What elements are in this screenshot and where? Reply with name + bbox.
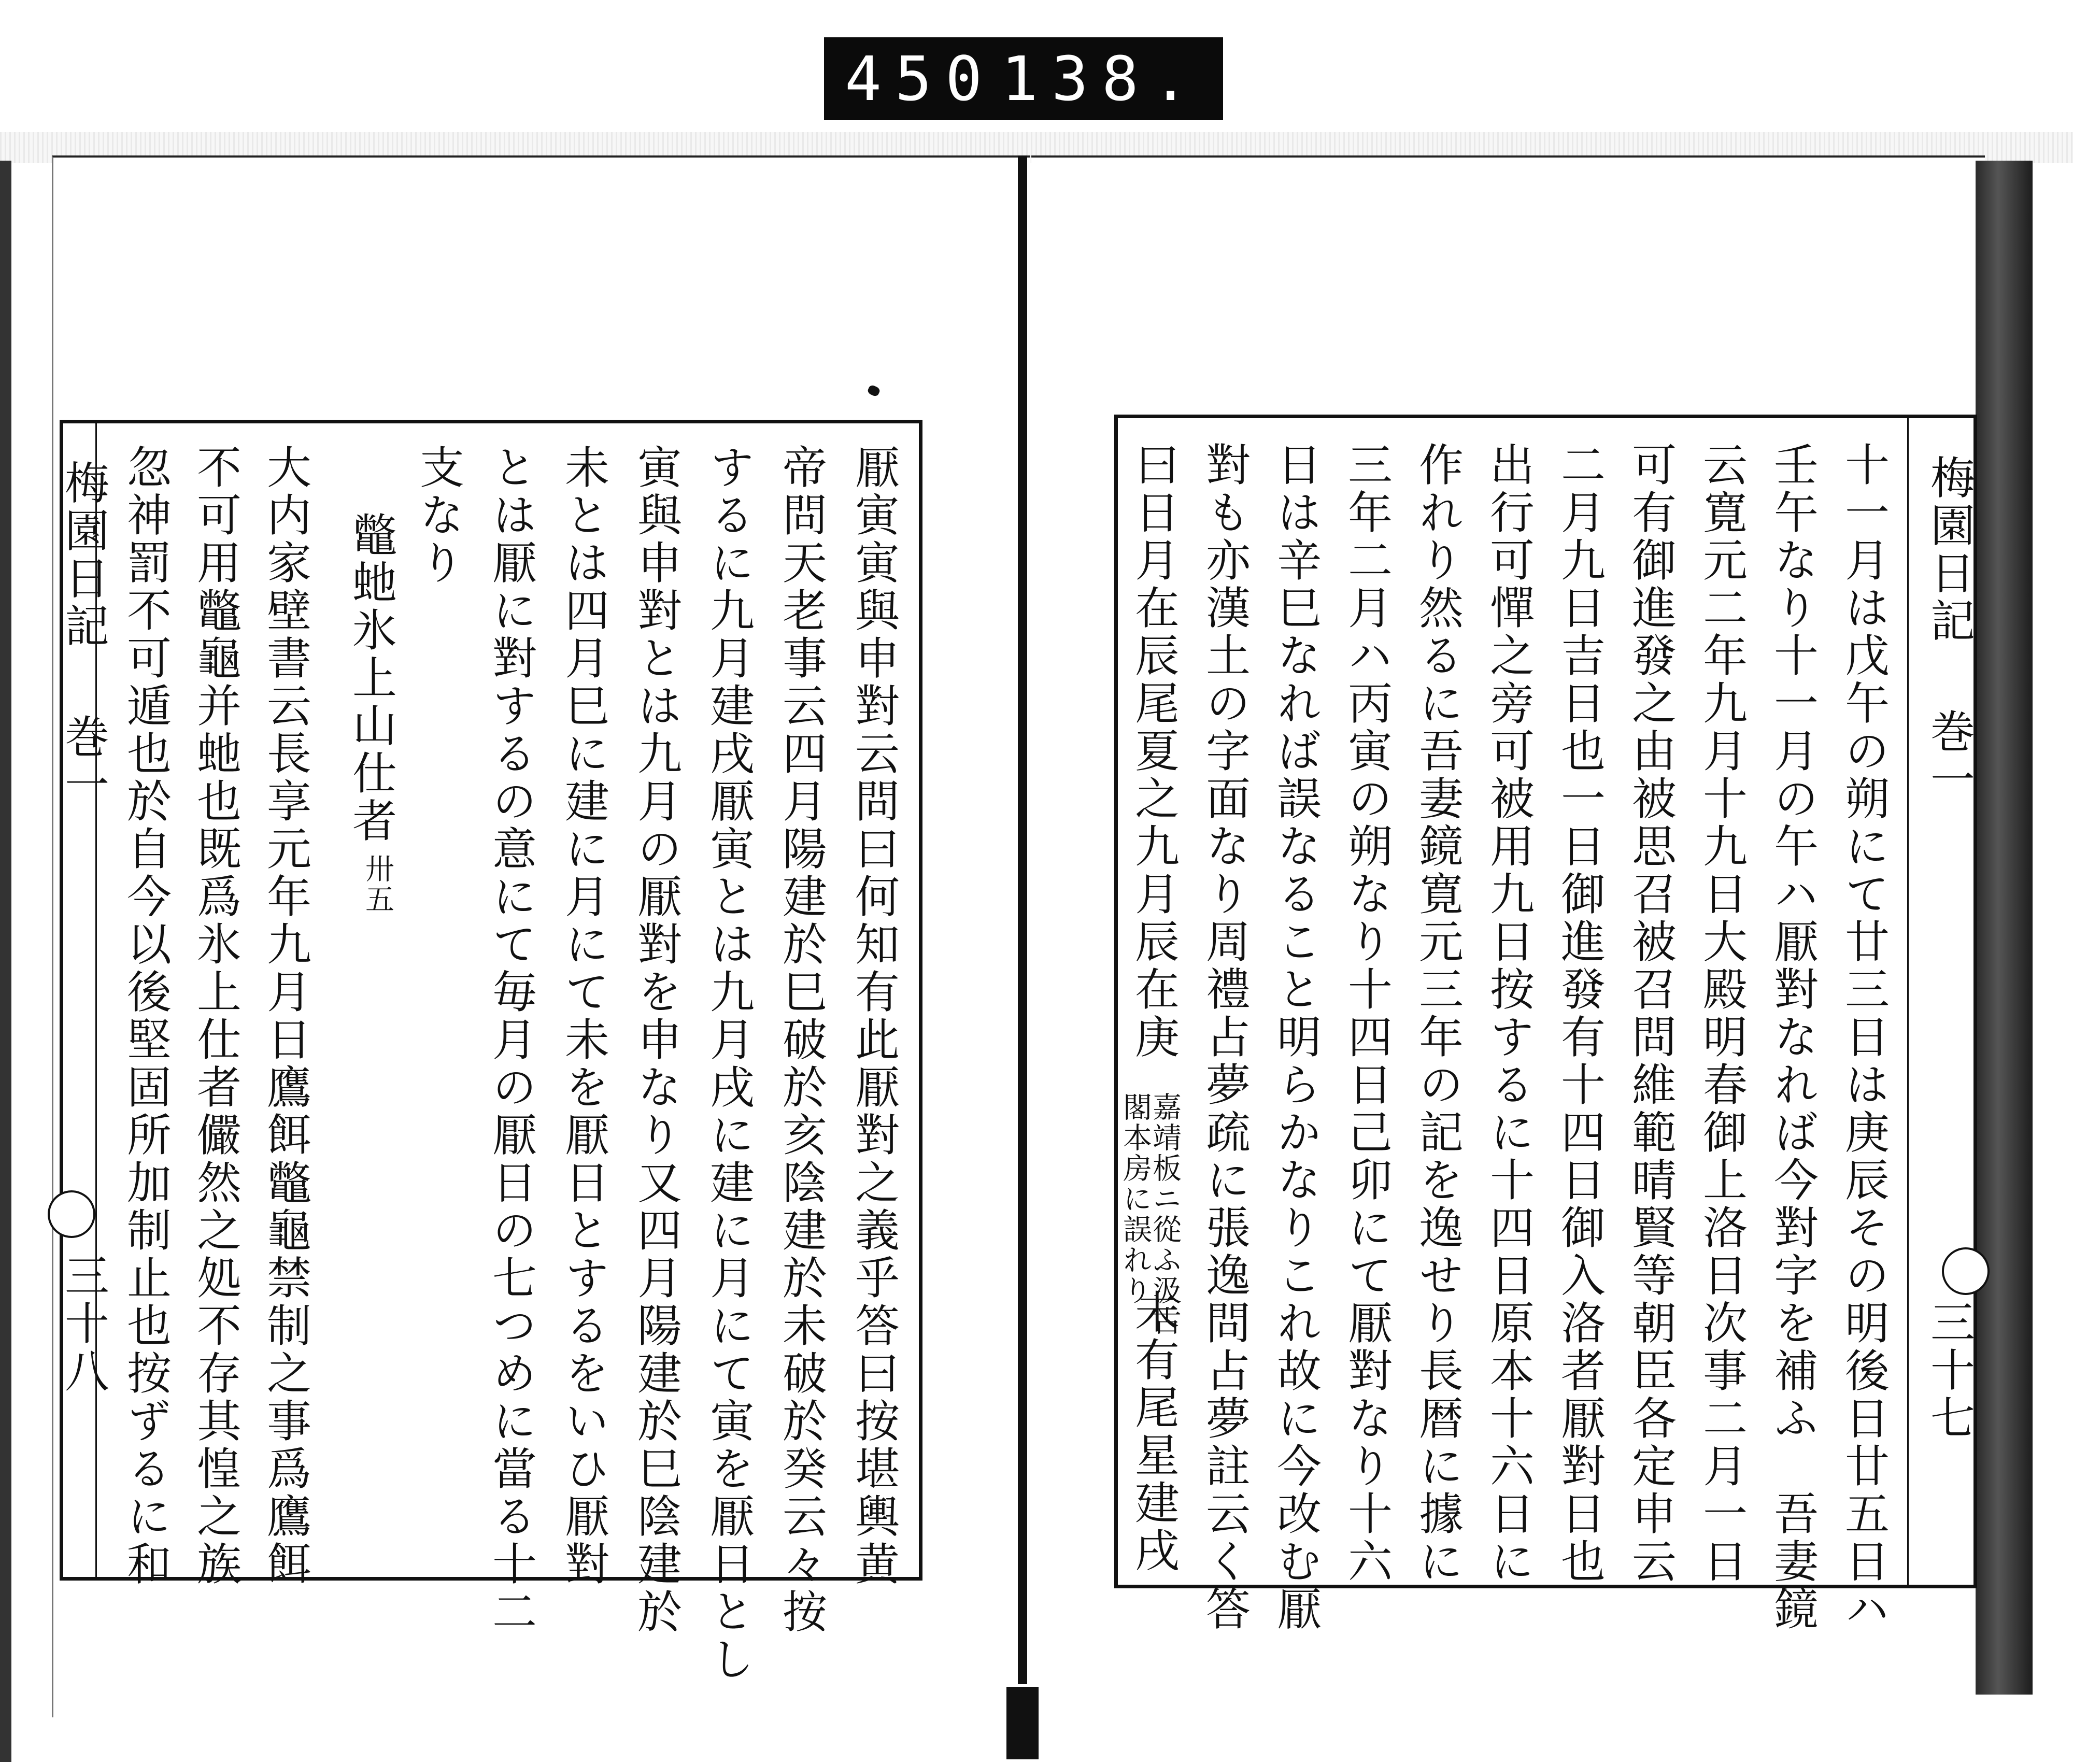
right-col-5: 二月九日吉日也一日御進發有十四日御入洛者厭對日也	[1553, 442, 1605, 1586]
right-col-9: 日は辛巳なれば誤なること明らかなりこれ故に今改む厭	[1269, 442, 1321, 1633]
right-book-edge	[1976, 161, 2033, 1695]
left-text-frame	[57, 420, 922, 1684]
right-header-title: 梅園日記	[1923, 454, 1975, 645]
microfilm-reel-label	[824, 37, 1223, 120]
right-header-volume: 巻一	[1923, 708, 1975, 804]
left-entry-title: 鼈虵氷上山仕者	[345, 511, 396, 845]
folio-circle	[1942, 1247, 1990, 1295]
interlinear-note-line2: 閣本房に誤れり	[1118, 1092, 1152, 1306]
left-book-edge	[0, 161, 11, 1762]
left-entry-number: 卅五	[361, 853, 394, 915]
reel-number-left: 450	[845, 43, 996, 115]
header-divider	[1907, 418, 1909, 1585]
left-entry-col-1: 大内家壁書云長享元年九月日鷹餌鼈龜禁制之事爲鷹餌	[259, 444, 311, 1588]
left-header-title: 梅園日記	[57, 460, 109, 650]
left-col-7: 支なり	[412, 444, 464, 587]
left-col-6: とは厭に對するの意にて毎月の厭日の七つめに當る十二	[485, 444, 536, 1636]
gutter-foot	[1006, 1687, 1039, 1759]
left-col-1: 厭寅寅與申對云問曰何知有此厭對之義乎答曰按堪輿黄	[847, 444, 899, 1588]
interlinear-note-line1: 嘉靖板ニ從ふ汲古	[1148, 1092, 1182, 1336]
left-entry-col-2: 不可用鼈龜并虵也既爲氷上仕者儼然之処不存其惶之族	[189, 444, 241, 1588]
right-col-1: 十一月は戊午の朔にて廿三日は庚辰その明後日廿五日ハ	[1837, 442, 1889, 1633]
right-col-11: 曰日月在辰尾夏之九月辰在庚	[1127, 442, 1179, 1061]
right-text-frame	[1114, 415, 1977, 1633]
right-folio: 三十七	[1923, 1299, 1975, 1442]
right-col-11-tail: 未有尾星建戌	[1127, 1289, 1179, 1575]
left-header-volume: 巻一	[57, 714, 109, 809]
right-col-6: 出行可憚之旁可被用九日按するに十四日原本十六日に	[1482, 442, 1534, 1586]
left-col-2: 帝問天老事云四月陽建於巳破於亥陰建於未破於癸云々按	[775, 444, 827, 1636]
right-col-4: 可有御進發之由被思召被召問維範晴賢等朝臣各定申云	[1624, 442, 1676, 1586]
right-col-3: 云寛元二年九月十九日大殿明春御上洛日次事二月一日	[1695, 442, 1747, 1586]
right-col-2: 壬午なり十一月の午ハ厭對なれば今對字を補ふ 吾妻鏡	[1766, 442, 1818, 1633]
left-col-5: 未とは四月巳に建に月にて未を厭日とするをいひ厭對	[557, 444, 609, 1588]
book-gutter	[1018, 155, 1027, 1684]
right-col-8: 三年二月ハ丙寅の朔なり十四日己卯にて厭對なり十六	[1340, 442, 1392, 1586]
right-col-10: 對も亦漢土の字面なり周禮占夢疏に張逸問占夢註云く答	[1198, 442, 1250, 1633]
left-entry-col-3: 忽神罰不可遁也於自今以後堅固所加制止也按ずるに和	[119, 444, 171, 1588]
right-col-7: 作れり然るに吾妻鏡寛元三年の記を逸せり長暦に據に	[1411, 442, 1463, 1586]
left-col-3: するに九月建戌厭寅とは九月戌に建に月にて寅を厭日とし	[702, 444, 754, 1684]
folio-circle	[48, 1190, 95, 1238]
left-folio: 三十八	[57, 1253, 109, 1396]
left-col-4: 寅與申對とは九月の厭對を申なり又四月陽建於巳陰建於	[630, 444, 681, 1636]
reel-number-right: 138.	[1001, 43, 1202, 115]
